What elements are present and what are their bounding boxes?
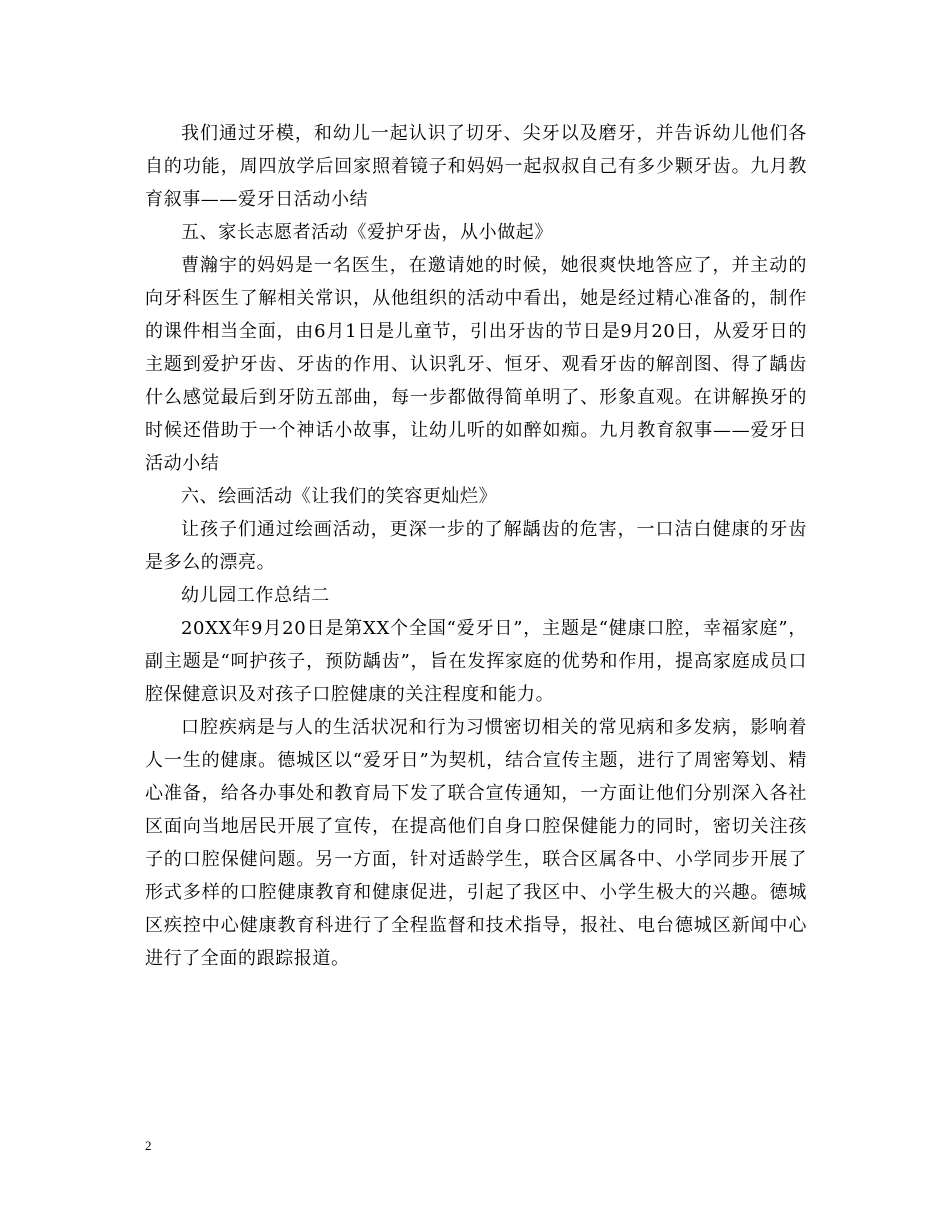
paragraph-drawing: 让孩子们通过绘画活动，更深一步的了解龋齿的危害，一口洁白健康的牙齿是多么的漂亮。 xyxy=(145,519,807,573)
page-number: 2 xyxy=(145,1138,152,1153)
document-body xyxy=(145,117,807,975)
heading-summary-two: 幼儿园工作总结二 xyxy=(181,585,330,606)
paragraph-doctor-mother: 曹瀚宇的妈妈是一名医生，在邀请她的时候，她很爽快地答应了，并主动的向牙科医生了解相关常识，从他组织的活动中看出，她是经过精心准备的，制作的课件相当全面，由6月1日是儿童节，引出牙齿的节日是9月20日，从爱牙日的主题到爱护牙齿、牙齿的作用、认识乳牙、恒牙、观看牙齿的解剖图、得了龋齿什么感觉最后到牙防五部曲，每一步都做得简单明了、形象直观。在讲解换牙的时候还借助于一个神话小故事，让幼儿听的如醉如痴。九月教育叙事——爱牙日活动小结 xyxy=(145,255,807,474)
heading-drawing-activity: 六、绘画活动《让我们的笑容更灿烂》 xyxy=(181,486,498,507)
paragraph-tooth-model: 我们通过牙模，和幼儿一起认识了切牙、尖牙以及磨牙，并告诉幼儿他们各自的功能，周四放学后回家照着镜子和妈妈一起叔叔自己有多少颗牙齿。九月教育叙事——爱牙日活动小结 xyxy=(145,123,807,210)
paragraph-oral-disease: 口腔疾病是与人的生活状况和行为习惯密切相关的常见病和多发病，影响着人一生的健康。德城区以“爱牙日”为契机，结合宣传主题，进行了周密筹划、精心准备，给各办事处和教育局下发了联合宣传通知，一方面让他们分别深入各社区面向当地居民开展了宣传，在提高他们自身口腔保健能力的同时，密切关注孩子的口腔保健问题。另一方面，针对适龄学生，联合区属各中、小学同步开展了形式多样的口腔健康教育和健康促进，引起了我区中、小学生极大的兴趣。德城区疾控中心健康教育科进行了全程监督和技术指导，报社、电台德城区新闻中心进行了全面的跟踪报道。 xyxy=(145,717,807,969)
heading-parent-volunteer-activity: 五、家长志愿者活动《爱护牙齿，从小做起》 xyxy=(181,222,553,243)
paragraph-love-teeth-day: 20XX年9月20日是第XX个全国“爱牙日”，主题是“健康口腔，幸福家庭”，副主题是“呵护孩子，预防龋齿”，旨在发挥家庭的优势和作用，提高家庭成员口腔保健意识及对孩子口腔健康的关注程度和能力。 xyxy=(145,618,807,705)
